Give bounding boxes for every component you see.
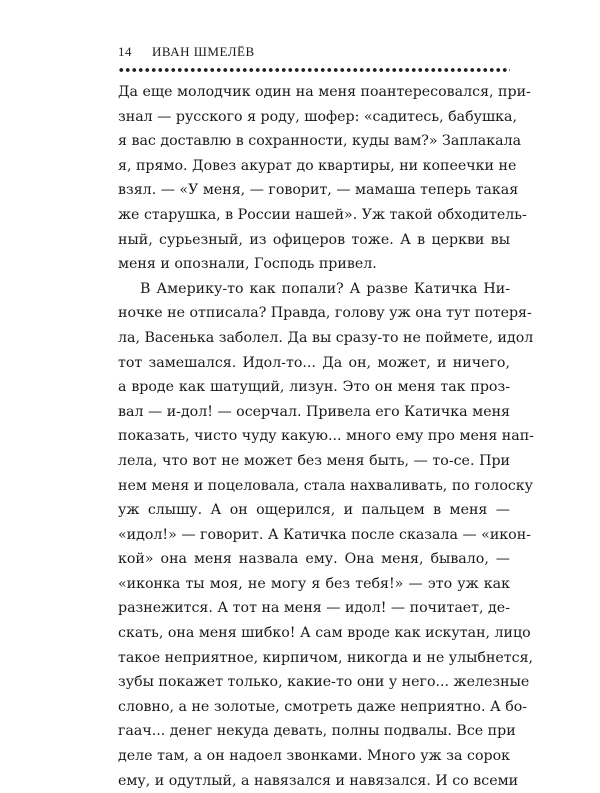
text-line: показать, чисто чуду какую... много ему про меня нап- <box>118 428 534 445</box>
text-line: ночке не отписала? Правда, голову уж она тут потеря- <box>118 305 532 322</box>
text-line: скать, она меня шибко! А сам вроде как искутан, лицо <box>118 625 531 642</box>
text-line: Да еще молодчик один на меня поантересовался, при- <box>118 84 531 100</box>
text-line: зубы покажет только, какие-то они у него... железные <box>118 674 530 691</box>
text-line: словно, а не золотые, смотреть даже неприятно. А бо- <box>118 698 528 715</box>
text-line: нем меня и поцеловала, стала нахваливать, по голоску <box>118 477 534 494</box>
body-text <box>118 80 534 793</box>
text-line: знал — русского я роду, шофер: «садитесь, бабушка, <box>118 108 518 125</box>
text-line: уж слышу. А он ощерился, и пальцем в меня — <box>118 502 510 519</box>
text-line: ный, сурьезный, из офицеров тоже. А в церкви вы <box>118 231 510 248</box>
text-line: я, прямо. Довез акурат до квартиры, ни копеечки не <box>118 157 517 174</box>
text-line: я вас доставлю в сохранности, куды вам?» Заплакала <box>118 133 522 150</box>
text-line: же старушка, в России нашей». Уж такой обходитель- <box>118 206 527 223</box>
text-line: такое неприятное, кирпичом, никогда и не улыбнется, <box>118 649 534 666</box>
text-line: деле там, а он надоел звонками. Много уж за сорок <box>118 748 510 765</box>
text-line: лела, что вот не может без меня быть, — то-се. При <box>118 452 510 469</box>
text-line: а вроде как шатущий, лизун. Это он меня так проз- <box>118 379 510 396</box>
text-line: меня и опознали, Господь привел. <box>118 256 377 273</box>
text-line: взял. — «У меня, — говорит, — мамаша теперь такая <box>118 182 519 199</box>
text-line: гаач... денег некуда девать, полны подвалы. Все при <box>118 723 516 740</box>
text-line: тот замешался. Идол-то... Да он, может, и ничего, <box>118 354 510 371</box>
ornamental-rule <box>118 66 510 74</box>
running-title: ИВАН ШМЕЛЁВ <box>152 44 255 59</box>
page-number: 14 <box>118 44 132 59</box>
running-head <box>118 44 510 64</box>
text-line: ему, и одутлый, а навязался и навязался. И со всеми <box>118 772 519 789</box>
text-line: кой» она меня назвала ему. Она меня, бывало, — <box>118 551 510 568</box>
text-line: ла, Васенька заболел. Да вы сразу-то не поймете, идол <box>118 329 534 346</box>
text-line: вал — и-дол! — осерчал. Привела его Катичка меня <box>118 403 510 420</box>
text-line: разнежится. А тот на меня — идол! — почитает, де- <box>118 600 510 617</box>
text-line: «иконка ты моя, не могу я без тебя!» — это уж как <box>118 575 510 592</box>
text-line: В Америку-то как попали? А разве Катичка Ни- <box>140 280 510 297</box>
text-line: «идол!» — говорит. А Катичка после сказала — «икон- <box>118 526 531 543</box>
